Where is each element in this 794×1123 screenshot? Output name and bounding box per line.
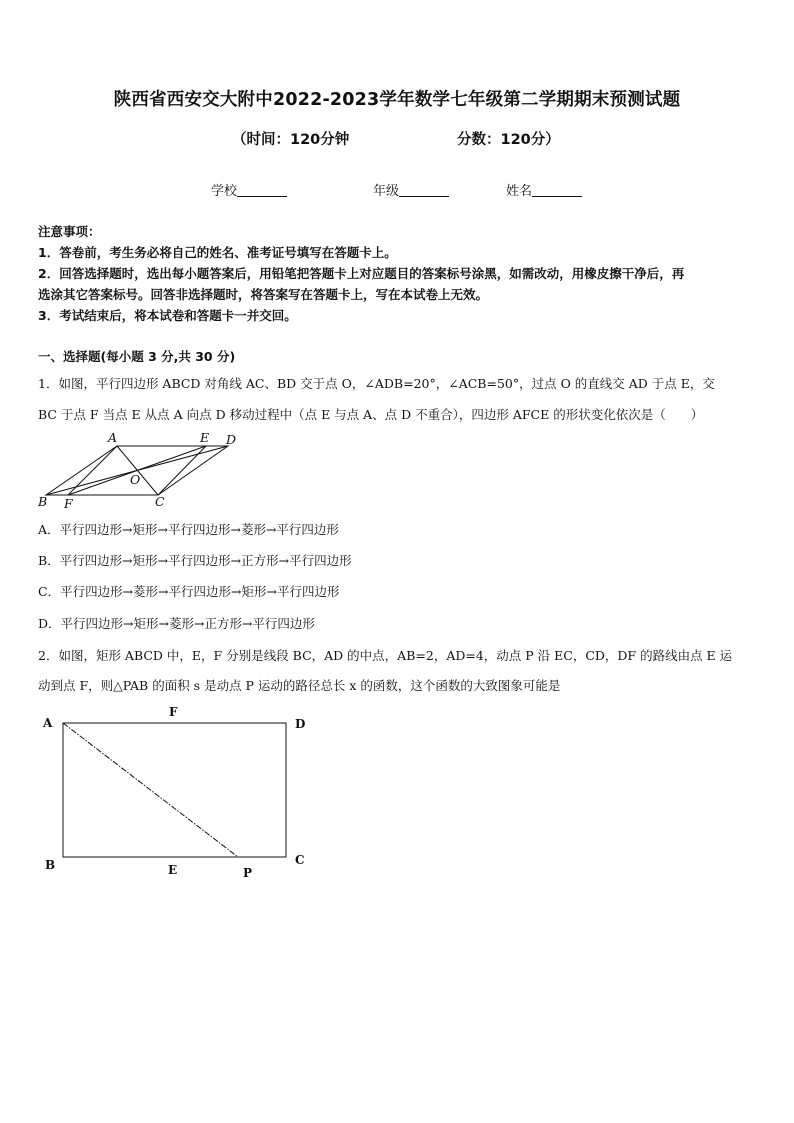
label-a: A — [43, 716, 53, 730]
segment-ap — [63, 723, 238, 857]
label-f: F — [64, 496, 73, 511]
notice-item: 2．回答选择题时，选出每小题答案后，用铅笔把答题卡上对应题目的答案标号涂黑，如需改动，用橡皮擦干净后，再 — [38, 266, 685, 281]
rectangle-abcd — [63, 723, 286, 857]
label-c: C — [295, 853, 305, 867]
question-1-line-2: BC 于点 F 当点 E 从点 A 向点 D 移动过程中（点 E 与点 A、点 D 不重合），四边形 AFCE 的形状变化依次是（ ） — [38, 407, 704, 422]
question-2-line-2: 动到点 F，则△PAB 的面积 s 是动点 P 运动的路径总长 x 的函数，这个函数的大致图象可能是 — [38, 678, 561, 693]
question-2-line-1: 2．如图，矩形 ABCD 中，E，F 分别是线段 BC，AD 的中点，AB=2，AD=4，动点 P 沿 EC，CD，DF 的路线由点 E 运 — [38, 648, 733, 663]
label-o: O — [130, 472, 141, 487]
label-f: F — [169, 705, 178, 719]
option-d: D．平行四边形→矩形→菱形→正方形→平行四边形 — [38, 616, 315, 631]
question-1-line-1: 1．如图，平行四边形 ABCD 对角线 AC、BD 交于点 O，∠ADB=20°，∠ACB=50°，过点 O 的直线交 AD 于点 E，交 — [38, 376, 715, 391]
exam-time: （时间：120分钟 — [232, 132, 350, 148]
label-d: D — [226, 432, 237, 447]
exam-score: 分数：120分） — [457, 132, 560, 148]
label-b: B — [38, 494, 48, 509]
label-e: E — [168, 863, 178, 877]
grade-label: 年级 — [373, 184, 400, 199]
option-c: C．平行四边形→菱形→平行四边形→矩形→平行四边形 — [38, 584, 340, 599]
section-heading: 一、选择题(每小题 3 分,共 30 分) — [38, 349, 236, 364]
notice-item: 选涂其它答案标号。回答非选择题时，将答案写在答题卡上，写在本试卷上无效。 — [38, 287, 489, 302]
label-p: P — [243, 866, 253, 880]
option-b: B．平行四边形→矩形→平行四边形→正方形→平行四边形 — [38, 553, 352, 568]
label-b: B — [45, 858, 56, 872]
notice-heading: 注意事项： — [38, 224, 101, 239]
label-e: E — [200, 430, 210, 445]
page-title: 陕西省西安交大附中2022-2023学年数学七年级第二学期期末预测试题 — [113, 90, 681, 110]
label-c: C — [155, 494, 165, 509]
notice-item: 1．答卷前，考生务必将自己的姓名、准考证号填写在答题卡上。 — [38, 245, 397, 260]
school-label: 学校 — [211, 184, 238, 199]
option-a: A．平行四边形→矩形→平行四边形→菱形→平行四边形 — [38, 522, 339, 537]
label-a: A — [108, 430, 118, 445]
label-d: D — [295, 717, 306, 731]
notice-item: 3．考试结束后，将本试卷和答题卡一并交回。 — [38, 308, 297, 323]
name-label: 姓名 — [506, 184, 533, 199]
